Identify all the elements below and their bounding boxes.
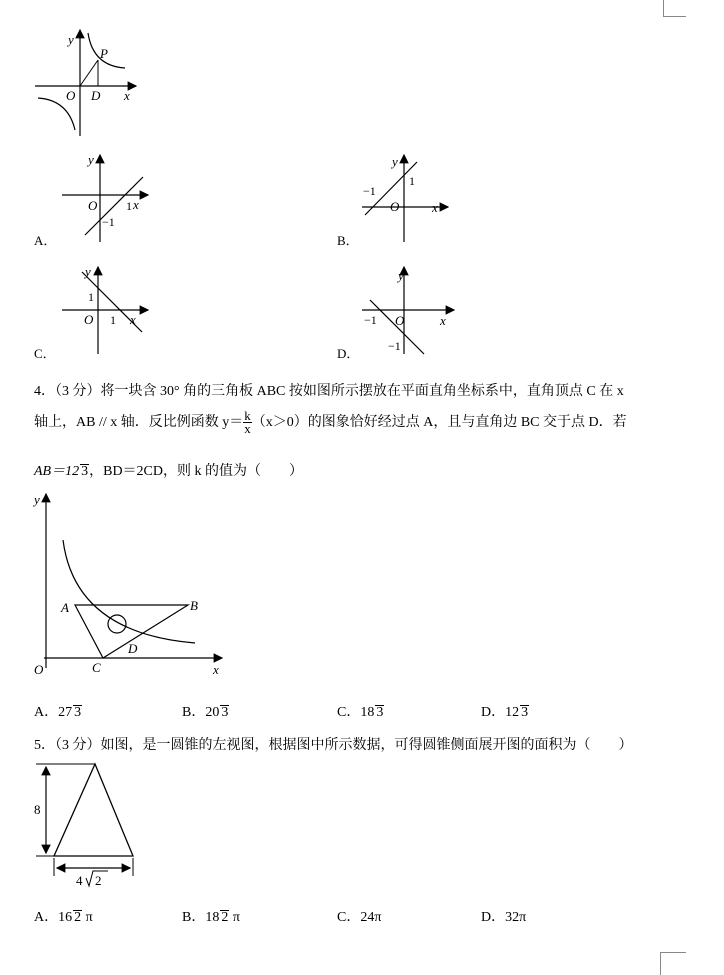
svg-text:O: O [395,313,405,328]
option-c-graph [60,262,155,357]
axis-x-label: x [124,88,130,103]
svg-text:O: O [390,199,400,214]
q5-option-b[interactable]: B．18 2 π [182,910,240,925]
option-b-graph [360,150,455,245]
svg-text:−1: −1 [388,339,401,353]
svg-text:C: C [92,660,101,675]
option-d-graph [360,262,460,357]
q5-score: （3 分） [55,738,101,753]
svg-text:x: x [432,200,438,215]
cone-base-rad: 2 [95,873,102,888]
q4-option-a[interactable]: A．27 3 [34,705,82,720]
option-d-label[interactable]: D． [337,346,360,361]
svg-text:O: O [88,198,98,213]
svg-text:x: x [133,197,139,212]
svg-text:−1: −1 [363,184,376,198]
q4-score: （3 分） [55,384,101,399]
svg-text:x: x [213,662,219,677]
svg-text:1: 1 [126,199,132,213]
cone-height-label: 8 [34,802,41,817]
q4-text-line2b: （x＞0）的图象恰好经过点 A，且与直角边 BC 交于点 D．若 [251,415,627,430]
svg-text:y: y [398,268,404,283]
q4-fraction: $\frac{k}{x}$ [244,408,251,437]
option-a-graph [60,150,155,245]
option-b-label[interactable]: B． [337,233,359,248]
q5-option-a[interactable]: A．16 2 π [34,910,93,925]
q5-option-c[interactable]: C．24π [337,910,382,925]
corner-mark-top-right [663,0,686,17]
point-D-label: D [91,88,101,103]
cone-base-coef: 4 [76,873,83,888]
svg-text:y: y [88,152,94,167]
corner-mark-bottom-right [660,952,686,975]
svg-text:−1: −1 [102,215,115,229]
svg-text:O: O [84,312,94,327]
q4-text-line2a: 轴上，AB // x 轴．反比例函数 y＝ [34,415,244,430]
q4-option-c[interactable]: C．18 3 [337,705,384,720]
svg-text:−1: −1 [364,313,377,327]
svg-text:D: D [128,641,138,656]
svg-text:1: 1 [88,290,94,304]
svg-text:A: A [61,600,69,615]
axis-y-label: y [68,32,74,47]
q4-figure [30,488,230,683]
svg-text:1: 1 [110,313,116,327]
svg-text:y: y [85,264,91,279]
q4-line3: AB＝12 3，BD＝2CD，则 k 的值为（ ） [34,464,304,479]
option-a-label[interactable]: A． [34,233,57,248]
option-c-label[interactable]: C． [34,346,56,361]
svg-text:1: 1 [409,174,415,188]
q5-number: 5． [34,738,55,753]
q5-text: 如图，是一圆锥的左视图，根据图中所示数据，可得圆锥侧面展开图的面积为（ ） [100,738,633,753]
q5-line1 [34,734,633,754]
q4-line2 [34,409,627,437]
q5-option-d[interactable]: D．32π [481,910,527,925]
svg-text:O: O [34,662,44,677]
q4-text-line1: 将一块含 30° 角的三角板 ABC 按如图所示摆放在平面直角坐标系中，直角顶点 C 在 x [100,384,624,399]
point-P-label: P [100,46,108,61]
q4-option-b[interactable]: B．20 3 [182,705,229,720]
svg-text:y: y [392,154,398,169]
figure-top-hyperbola [30,28,145,143]
q5-cone-figure [30,758,140,893]
svg-text:B: B [190,598,198,613]
svg-text:x: x [440,313,446,328]
q4-option-d[interactable]: D．12 3 [481,705,529,720]
svg-text:y: y [34,492,40,507]
svg-text:x: x [130,312,136,327]
origin-label: O [66,88,76,103]
q4-number: 4． [34,384,55,399]
q4-line1 [34,380,624,400]
